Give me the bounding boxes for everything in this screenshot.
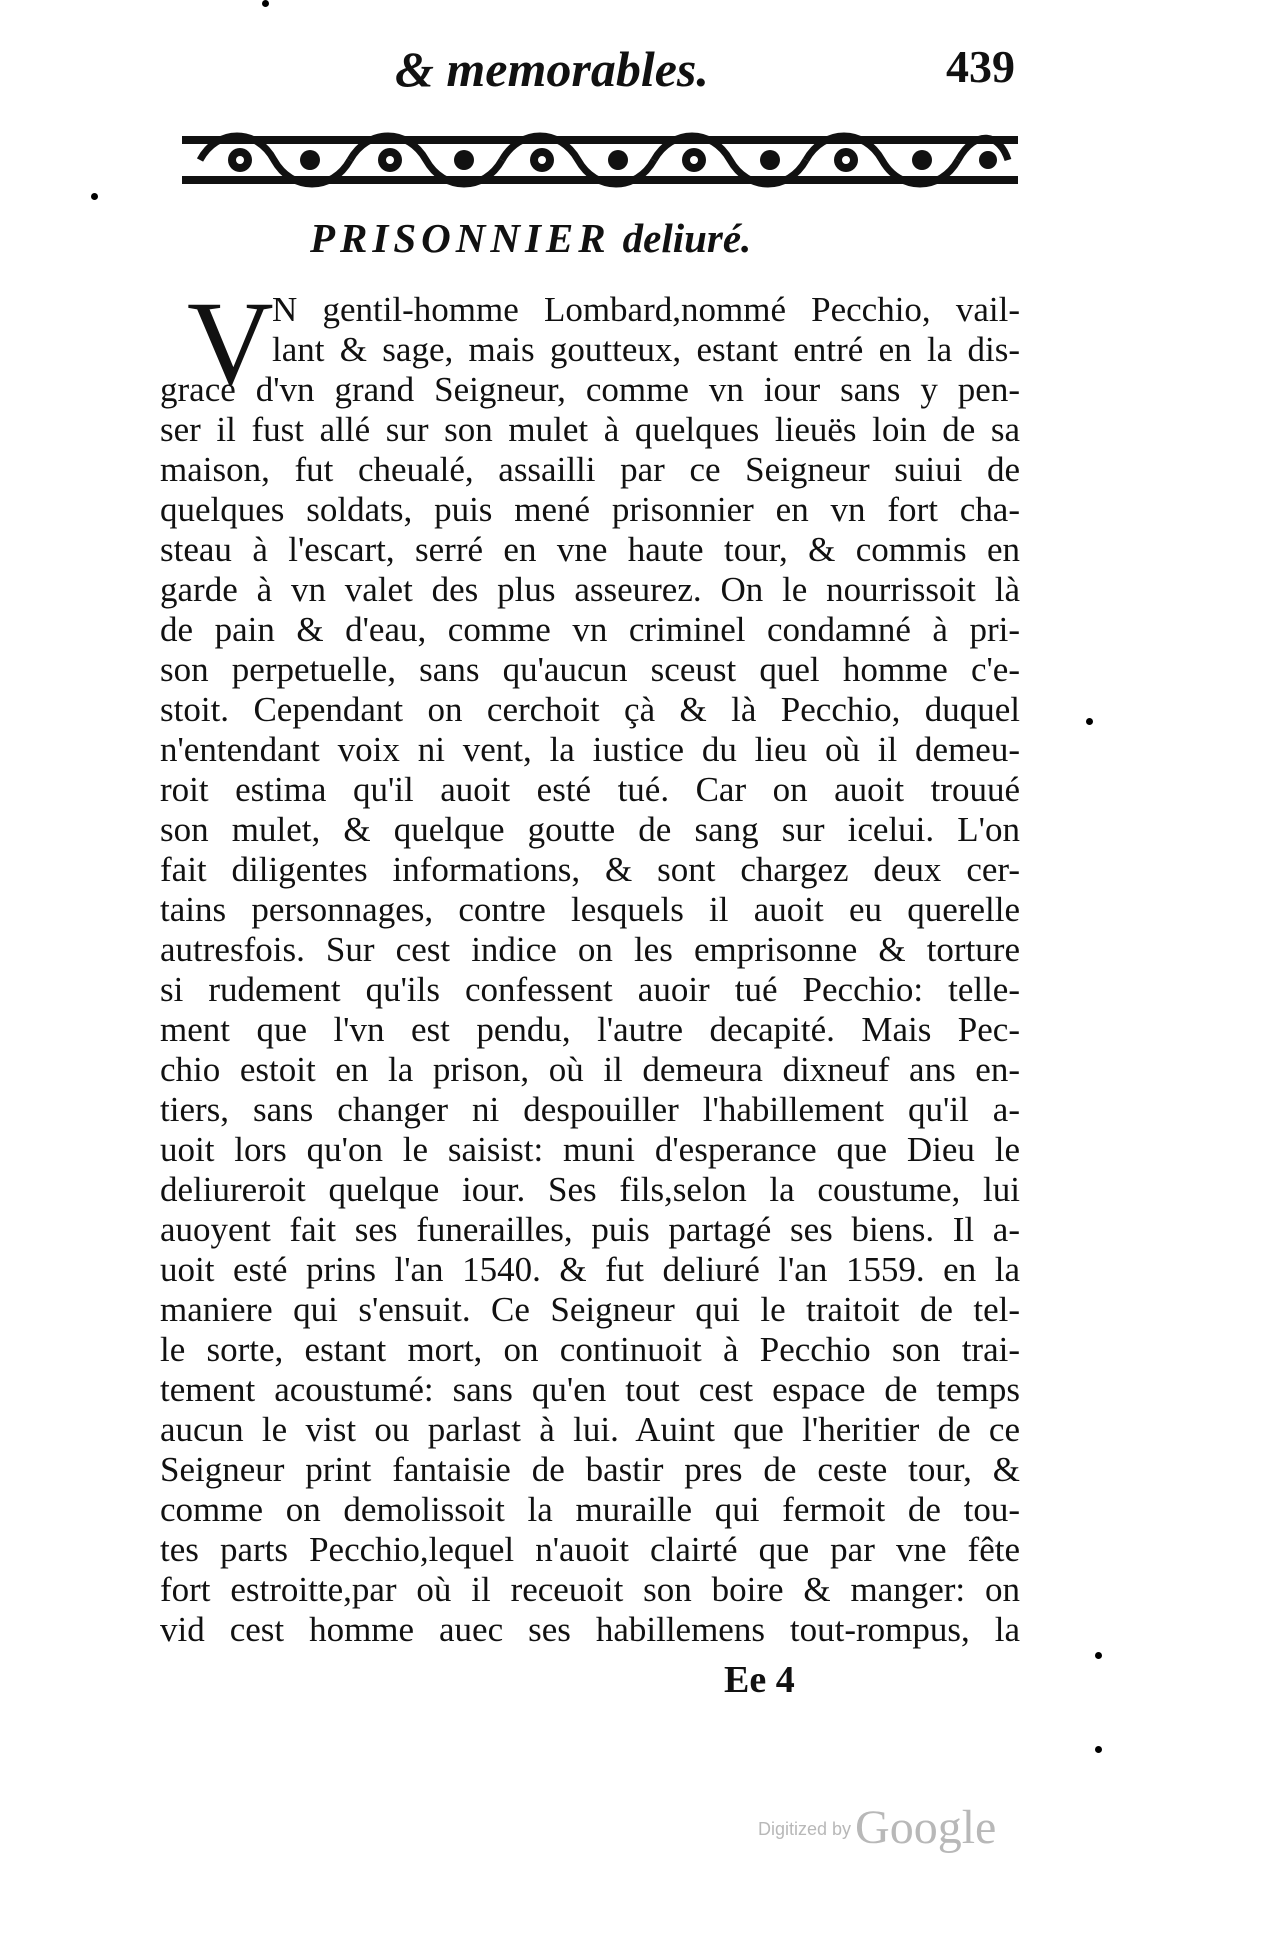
digitized-watermark [758, 1800, 996, 1855]
page-speck [1086, 718, 1093, 725]
text-line: auoyent fait ses funerailles, puis partagé ses biens. Il a- [160, 1210, 1020, 1249]
decorative-headpiece [182, 118, 1018, 202]
text-line: tiers, sans changer ni despouiller l'habillement qu'il a- [160, 1090, 1020, 1129]
text-line: grace d'vn grand Seigneur, comme vn iour sans y pen- [160, 370, 1020, 409]
text-line: vid cest homme auec ses habillemens tout-rompus, la [160, 1610, 1020, 1649]
text-line: steau à l'escart, serré en vne haute tour, & commis en [160, 530, 1020, 569]
page-header [395, 40, 1015, 100]
text-line: tains personnages, contre lesquels il auoit eu querelle [160, 890, 1020, 929]
text-line: ment que l'vn est pendu, l'autre decapité. Mais Pec- [160, 1010, 1020, 1049]
text-line: tes parts Pecchio,lequel n'auoit clairté que par vne fête [160, 1530, 1020, 1569]
page-speck [91, 193, 98, 200]
text-line: stoit. Cependant on cerchoit çà & là Pecchio, duquel [160, 690, 1020, 729]
drop-cap: V [187, 276, 274, 409]
text-line: uoit esté prins l'an 1540. & fut deliuré l'an 1559. en la [160, 1250, 1020, 1289]
text-line: fait diligentes informations, & sont chargez deux cer- [160, 850, 1020, 889]
text-line: son mulet, & quelque goutte de sang sur icelui. L'on [160, 810, 1020, 849]
text-line: garde à vn valet des plus asseurez. On le nourrissoit là [160, 570, 1020, 609]
text-line: Seigneur print fantaisie de bastir pres de ceste tour, & [160, 1450, 1020, 1489]
text-line: le sorte, estant mort, on continuoit à Pecchio son trai- [160, 1330, 1020, 1369]
text-line: deliureroit quelque iour. Ses fils,selon la coustume, lui [160, 1170, 1020, 1209]
text-line: N gentil-homme Lombard,nommé Pecchio, vail- [272, 290, 1020, 329]
text-line: autresfois. Sur cest indice on les emprisonne & torture [160, 930, 1020, 969]
text-line: de pain & d'eau, comme vn criminel condamné à pri- [160, 610, 1020, 649]
watermark-logo: Google [855, 1801, 997, 1854]
watermark-prefix: Digitized by [758, 1819, 852, 1839]
signature-mark: Ee 4 [724, 1659, 795, 1701]
page-speck [1095, 1746, 1102, 1753]
running-head: & memorables. [395, 41, 709, 97]
text-line: quelques soldats, puis mené prisonnier en vn fort cha- [160, 490, 1020, 529]
text-line: n'entendant voix ni vent, la iustice du lieu où il demeu- [160, 730, 1020, 769]
text-line: roit estima qu'il auoit esté tué. Car on auoit trouué [160, 770, 1020, 809]
text-line: lant & sage, mais goutteux, estant entré en la dis- [272, 330, 1020, 369]
page-speck [1095, 1652, 1102, 1659]
section-title-main: PRISONNIER [310, 215, 611, 261]
text-line: fort estroitte,par où il receuoit son boire & manger: on [160, 1570, 1020, 1609]
section-title-italic: deliuré. [622, 215, 752, 261]
text-line: son perpetuelle, sans qu'aucun sceust quel homme c'e- [160, 650, 1020, 689]
text-line: aucun le vist ou parlast à lui. Auint que l'heritier de ce [160, 1410, 1020, 1449]
section-title [310, 214, 1010, 262]
text-line: maniere qui s'ensuit. Ce Seigneur qui le traitoit de tel- [160, 1290, 1020, 1329]
text-line: chio estoit en la prison, où il demeura dixneuf ans en- [160, 1050, 1020, 1089]
text-line: uoit lors qu'on le saisist: muni d'esperance que Dieu le [160, 1130, 1020, 1169]
text-line: tement acoustumé: sans qu'en tout cest espace de temps [160, 1370, 1020, 1409]
text-line: si rudement qu'ils confessent auoir tué Pecchio: telle- [160, 970, 1020, 1009]
text-line: comme on demolissoit la muraille qui fermoit de tou- [160, 1490, 1020, 1529]
page-speck [262, 0, 269, 7]
text-line: ser il fust allé sur son mulet à quelques lieuës loin de sa [160, 410, 1020, 449]
text-line: maison, fut cheualé, assailli par ce Seigneur suiui de [160, 450, 1020, 489]
page-number: 439 [946, 41, 1015, 92]
